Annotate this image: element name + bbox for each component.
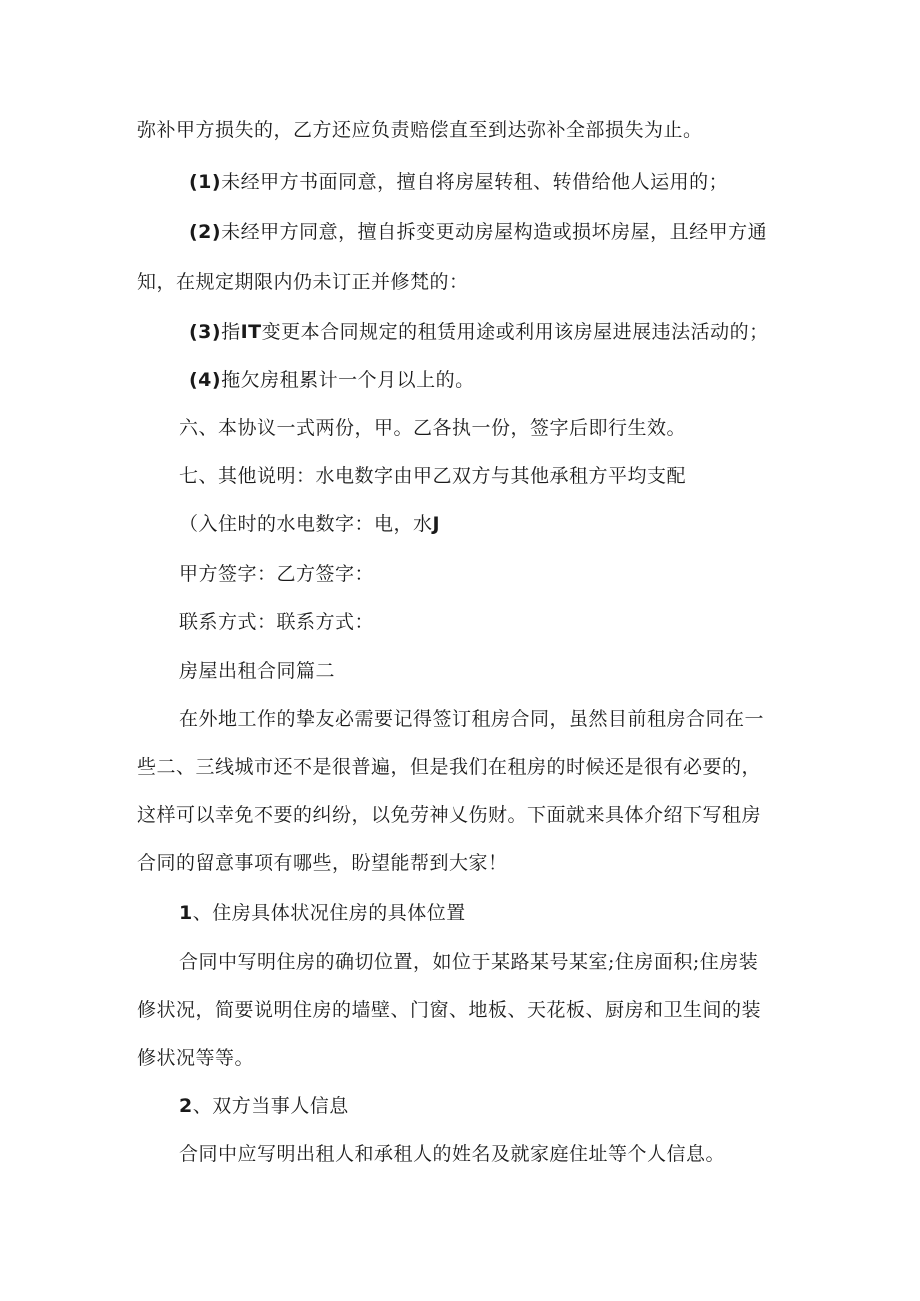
paragraph-line bbox=[179, 707, 764, 731]
clause-number: (2) bbox=[189, 221, 222, 243]
line-text: 些二、三线城市还不是很普遍，但是我们在租房的时候还是很有必要的， bbox=[137, 756, 762, 778]
meter-note bbox=[179, 512, 440, 536]
clause-text-start: 指 bbox=[221, 321, 241, 343]
subheading-number: 2 bbox=[179, 1095, 193, 1117]
line-text: 修状况，简要说明住房的墙壁、门窗、地板、天花板、厨房和卫生间的装 bbox=[137, 999, 762, 1021]
paragraph-line bbox=[137, 851, 508, 875]
line-text: （入住时的水电数字：电，水 bbox=[179, 513, 433, 535]
section-seven bbox=[179, 464, 686, 488]
line-text: 合同中应写明出租人和承租人的姓名及就家庭住址等个人信息。 bbox=[179, 1143, 726, 1165]
line-text: 在外地工作的挚友必需要记得签订租房合同，虽然目前租房合同在一 bbox=[179, 708, 765, 730]
paragraph-line bbox=[179, 950, 758, 974]
clause-number: (4) bbox=[189, 369, 222, 391]
subheading-text: 、住房具体状况住房的具体位置 bbox=[192, 902, 466, 924]
line-text: 六、本协议一式两份，甲。乙各执一份，签字后即行生效。 bbox=[179, 417, 687, 439]
clause-item-1 bbox=[189, 170, 728, 194]
paragraph-line bbox=[137, 998, 761, 1022]
line-text: 修状况等等。 bbox=[137, 1047, 255, 1069]
line-text: 知，在规定期限内仍未订正并修梵的： bbox=[137, 271, 469, 293]
paragraph-line bbox=[137, 270, 469, 294]
clause-item-3 bbox=[189, 320, 769, 344]
clause-text: 未经甲方书面同意，擅自将房屋转租、转借给他人运用的； bbox=[221, 171, 729, 193]
paragraph-line bbox=[137, 803, 761, 827]
clause-text: 未经甲方同意，擅自拆变更动房屋构造或损坏房屋，且经甲方通 bbox=[221, 221, 768, 243]
paragraph-line bbox=[137, 118, 703, 142]
line-text: 合同的留意事项有哪些，盼望能帮到大家！ bbox=[137, 852, 508, 874]
subheading-text: 、双方当事人信息 bbox=[192, 1095, 349, 1117]
clause-item-4 bbox=[189, 368, 475, 392]
line-text: 弥补甲方损失的，乙方还应负责赔偿直至到达弥补全部损失为止。 bbox=[137, 119, 703, 141]
contact-line bbox=[179, 610, 374, 634]
heading-text: 房屋出租合同篇二 bbox=[179, 660, 336, 682]
line-text: 这样可以幸免不要的纠纷，以免劳神乂伤财。下面就来具体介绍下写租房 bbox=[137, 804, 762, 826]
clause-text-rest: 变更本合同规定的租赁用途或利用该房屋进展违法活动的； bbox=[261, 321, 769, 343]
subheading-2 bbox=[179, 1094, 349, 1118]
subheading-1 bbox=[179, 901, 466, 925]
paragraph-line bbox=[137, 755, 761, 779]
clause-item-2 bbox=[189, 220, 767, 244]
paragraph-line bbox=[179, 1142, 725, 1166]
clause-text-bold: IT bbox=[240, 321, 262, 343]
section-six bbox=[179, 416, 686, 440]
line-text-bold: J bbox=[432, 513, 441, 535]
line-text: 联系方式：联系方式： bbox=[179, 611, 375, 633]
clause-text: 拖欠房租累计一个月以上的。 bbox=[221, 369, 475, 391]
subheading-number: 1 bbox=[179, 902, 193, 924]
line-text: 七、其他说明：水电数字由甲乙双方与其他承租方平均支配 bbox=[179, 465, 687, 487]
clause-number: (3) bbox=[189, 321, 222, 343]
line-text: 甲方签字：乙方签字： bbox=[179, 563, 375, 585]
section-heading bbox=[179, 659, 335, 683]
signature-line bbox=[179, 562, 374, 586]
paragraph-line bbox=[137, 1046, 254, 1070]
line-text: 合同中写明住房的确切位置，如位于某路某号某室;住房面积;住房装 bbox=[179, 951, 759, 973]
clause-number: (1) bbox=[189, 171, 222, 193]
